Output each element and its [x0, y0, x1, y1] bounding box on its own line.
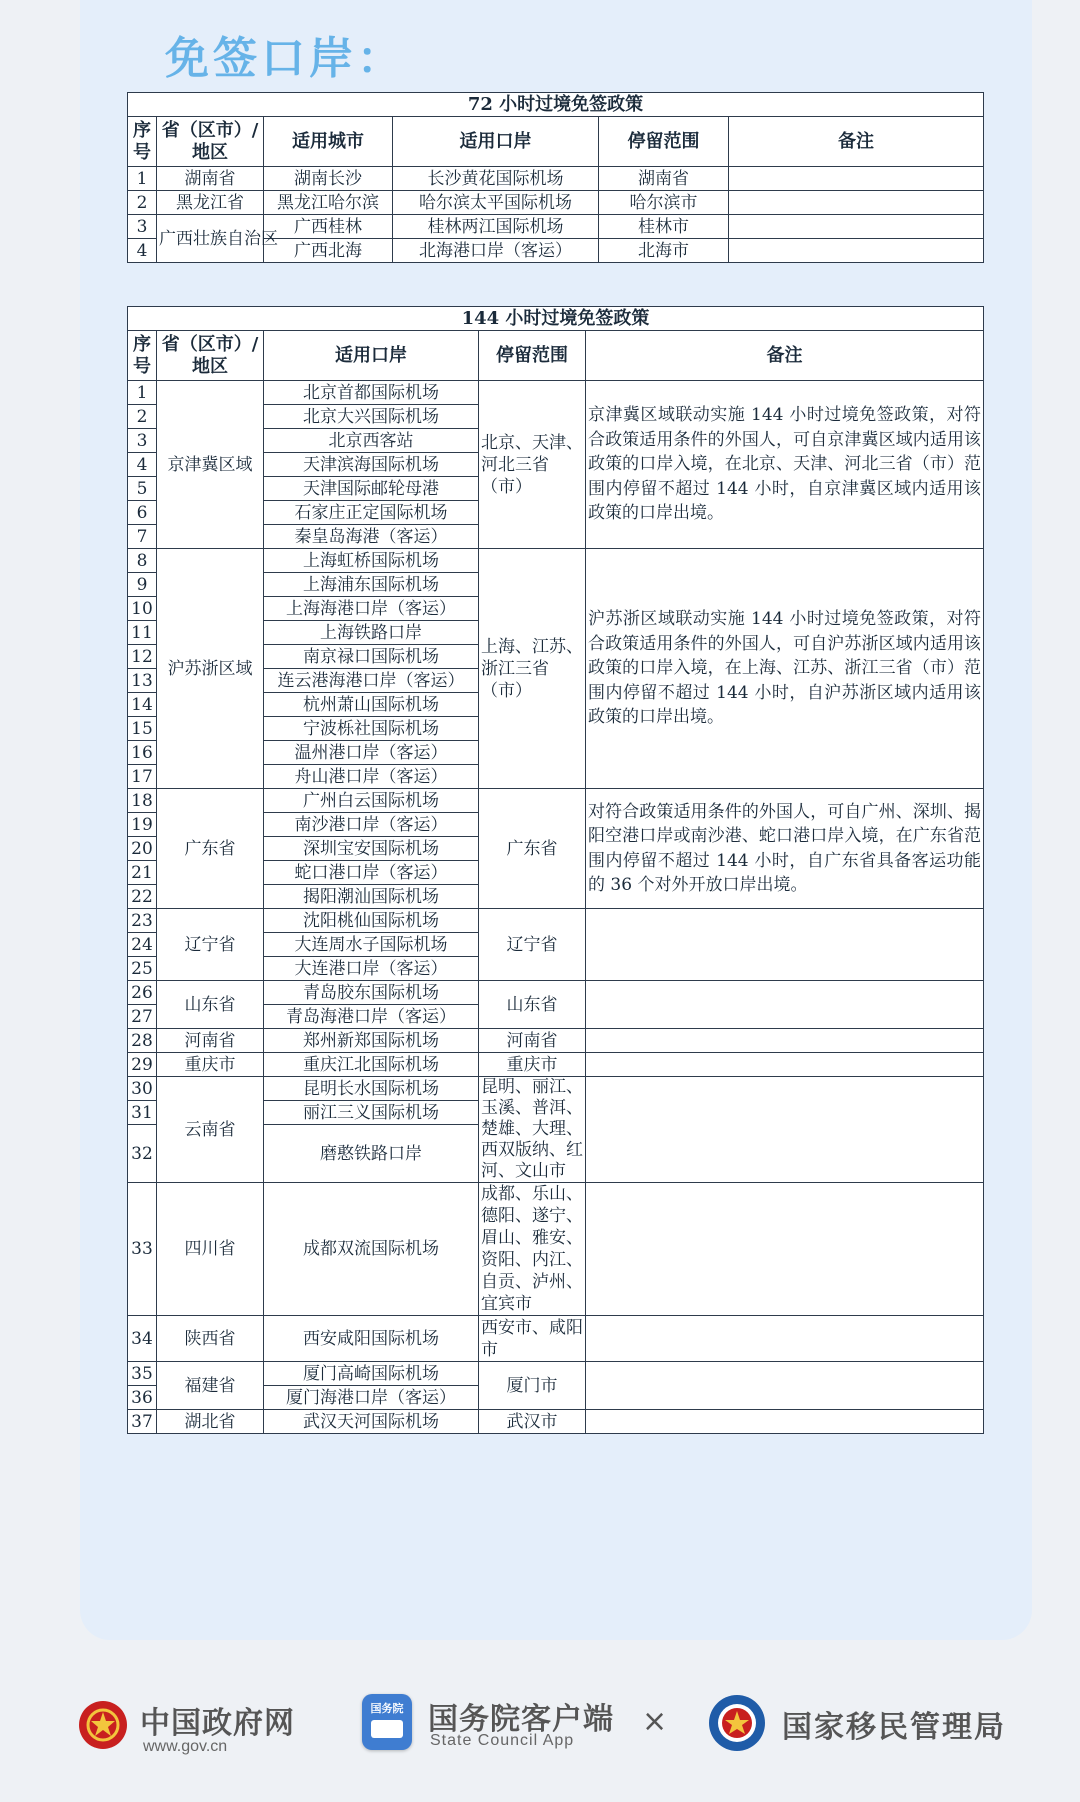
port-cell: 成都双流国际机场 [264, 1183, 479, 1316]
table-row [128, 381, 984, 405]
table-caption: 72 小时过境免签政策 [128, 93, 984, 117]
table-row [128, 789, 984, 813]
stay-range-cell: 厦门市 [479, 1362, 586, 1410]
column-header: 适用城市 [264, 117, 393, 167]
row-number: 13 [128, 669, 157, 693]
nia-emblem-icon [708, 1694, 766, 1752]
port-cell: 大连周水子国际机场 [264, 933, 479, 957]
port-cell: 上海虹桥国际机场 [264, 549, 479, 573]
national-emblem-icon [78, 1700, 128, 1750]
table-row [128, 1183, 984, 1316]
stay-range-cell: 成都、乐山、德阳、遂宁、眉山、雅安、资阳、内江、自贡、泸州、宜宾市 [479, 1183, 586, 1316]
row-number: 10 [128, 597, 157, 621]
port-cell: 上海浦东国际机场 [264, 573, 479, 597]
note-cell [729, 191, 984, 215]
column-header: 省（区市）/地区 [157, 331, 264, 381]
stay-range-cell: 昆明、丽江、玉溪、普洱、楚雄、大理、西双版纳、红河、文山市 [479, 1077, 586, 1183]
row-number: 25 [128, 957, 157, 981]
port-cell: 揭阳潮汕国际机场 [264, 885, 479, 909]
province-cell: 广西壮族自治区 [157, 215, 264, 263]
table-row [128, 1316, 984, 1362]
row-number: 22 [128, 885, 157, 909]
footer-logos [0, 1680, 1080, 1802]
note-cell [729, 239, 984, 263]
column-header: 适用口岸 [264, 331, 479, 381]
city-cell: 湖南长沙 [264, 167, 393, 191]
port-cell: 北京首都国际机场 [264, 381, 479, 405]
table-144h-transit [127, 306, 984, 1434]
note-cell [586, 1183, 984, 1316]
stay-range-cell: 武汉市 [479, 1410, 586, 1434]
stay-range-cell: 西安市、咸阳市 [479, 1316, 586, 1362]
note-cell [729, 215, 984, 239]
port-cell: 天津滨海国际机场 [264, 453, 479, 477]
note-cell [586, 1410, 984, 1434]
port-cell: 丽江三义国际机场 [264, 1101, 479, 1125]
table-row [128, 1077, 984, 1101]
row-number: 3 [128, 215, 157, 239]
port-cell: 青岛胶东国际机场 [264, 981, 479, 1005]
port-cell: 长沙黄花国际机场 [393, 167, 599, 191]
column-header: 备注 [586, 331, 984, 381]
port-cell: 石家庄正定国际机场 [264, 501, 479, 525]
note-cell: 京津冀区域联动实施 144 小时过境免签政策，对符合政策适用条件的外国人，可自京津冀区域内适用该政策的口岸入境，在北京、天津、河北三省（市）范围内停留不超过 144 小时，自京津冀区域内适用该政策的口岸出境。 [586, 381, 984, 549]
note-cell [586, 1362, 984, 1410]
note-cell [586, 1029, 984, 1053]
port-cell: 杭州萧山国际机场 [264, 693, 479, 717]
port-cell: 北海港口岸（客运） [393, 239, 599, 263]
port-cell: 蛇口港口岸（客运） [264, 861, 479, 885]
gov-site-url: www.gov.cn [143, 1738, 228, 1755]
stay-range-cell: 重庆市 [479, 1053, 586, 1077]
row-number: 30 [128, 1077, 157, 1101]
app-badge-text: 国务院 [370, 1702, 404, 1715]
row-number: 32 [128, 1125, 157, 1183]
port-cell: 昆明长水国际机场 [264, 1077, 479, 1101]
note-cell [586, 981, 984, 1029]
column-header: 适用口岸 [393, 117, 599, 167]
stay-range-cell: 北京、天津、河北三省（市） [479, 381, 586, 549]
port-cell: 厦门高崎国际机场 [264, 1362, 479, 1386]
state-council-app-icon [362, 1694, 412, 1750]
note-cell [586, 1053, 984, 1077]
gov-site-name: 中国政府网 [140, 1706, 295, 1741]
row-number: 35 [128, 1362, 157, 1386]
note-cell [586, 909, 984, 981]
table-row [128, 1053, 984, 1077]
port-cell: 天津国际邮轮母港 [264, 477, 479, 501]
stay-range-cell: 广东省 [479, 789, 586, 909]
row-number: 6 [128, 501, 157, 525]
row-number: 4 [128, 239, 157, 263]
city-cell: 黑龙江哈尔滨 [264, 191, 393, 215]
app-name-en: State Council App [430, 1732, 575, 1749]
note-cell: 对符合政策适用条件的外国人，可自广州、深圳、揭阳空港口岸或南沙港、蛇口港口岸入境，在广东省范围内停留不超过 144 小时，自广东省具备客运功能的 36 个对外开放口岸出境。 [586, 789, 984, 909]
row-number: 5 [128, 477, 157, 501]
port-cell: 武汉天河国际机场 [264, 1410, 479, 1434]
port-cell: 青岛海港口岸（客运） [264, 1005, 479, 1029]
province-cell: 京津冀区域 [157, 381, 264, 549]
row-number: 28 [128, 1029, 157, 1053]
row-number: 34 [128, 1316, 157, 1362]
province-cell: 重庆市 [157, 1053, 264, 1077]
column-header: 序号 [128, 117, 157, 167]
port-cell: 西安咸阳国际机场 [264, 1316, 479, 1362]
port-cell: 南京禄口国际机场 [264, 645, 479, 669]
table-caption: 144 小时过境免签政策 [128, 307, 984, 331]
port-cell: 南沙港口岸（客运） [264, 813, 479, 837]
province-cell: 山东省 [157, 981, 264, 1029]
stay-range-cell: 上海、江苏、浙江三省（市） [479, 549, 586, 789]
row-number: 9 [128, 573, 157, 597]
row-number: 24 [128, 933, 157, 957]
port-cell: 温州港口岸（客运） [264, 741, 479, 765]
port-cell: 郑州新郑国际机场 [264, 1029, 479, 1053]
province-cell: 辽宁省 [157, 909, 264, 981]
port-cell: 连云港海港口岸（客运） [264, 669, 479, 693]
province-cell: 福建省 [157, 1362, 264, 1410]
row-number: 37 [128, 1410, 157, 1434]
row-number: 31 [128, 1101, 157, 1125]
table-row [128, 1410, 984, 1434]
row-number: 1 [128, 381, 157, 405]
port-cell: 大连港口岸（客运） [264, 957, 479, 981]
row-number: 8 [128, 549, 157, 573]
stay-range-cell: 辽宁省 [479, 909, 586, 981]
table-row [128, 549, 984, 573]
table-row [128, 909, 984, 933]
row-number: 21 [128, 861, 157, 885]
stay-range-cell: 河南省 [479, 1029, 586, 1053]
row-number: 20 [128, 837, 157, 861]
table-row [128, 1029, 984, 1053]
row-number: 29 [128, 1053, 157, 1077]
port-cell: 磨憨铁路口岸 [264, 1125, 479, 1183]
page-title: 免签口岸： [165, 33, 405, 84]
row-number: 33 [128, 1183, 157, 1316]
table-row [128, 167, 984, 191]
row-number: 15 [128, 717, 157, 741]
stay-range-cell: 哈尔滨市 [599, 191, 729, 215]
port-cell: 宁波栎社国际机场 [264, 717, 479, 741]
row-number: 26 [128, 981, 157, 1005]
port-cell: 重庆江北国际机场 [264, 1053, 479, 1077]
province-cell: 黑龙江省 [157, 191, 264, 215]
province-cell: 沪苏浙区域 [157, 549, 264, 789]
column-header: 停留范围 [479, 331, 586, 381]
port-cell: 深圳宝安国际机场 [264, 837, 479, 861]
port-cell: 厦门海港口岸（客运） [264, 1386, 479, 1410]
row-number: 2 [128, 405, 157, 429]
row-number: 12 [128, 645, 157, 669]
column-header: 省（区市）/地区 [157, 117, 264, 167]
row-number: 23 [128, 909, 157, 933]
province-cell: 河南省 [157, 1029, 264, 1053]
note-cell [586, 1316, 984, 1362]
nia-name: 国家移民管理局 [782, 1710, 1006, 1745]
column-header: 备注 [729, 117, 984, 167]
table-row [128, 1362, 984, 1386]
port-cell: 上海铁路口岸 [264, 621, 479, 645]
table-row [128, 191, 984, 215]
row-number: 3 [128, 429, 157, 453]
row-number: 2 [128, 191, 157, 215]
row-number: 18 [128, 789, 157, 813]
row-number: 27 [128, 1005, 157, 1029]
table-row [128, 215, 984, 239]
table-row [128, 981, 984, 1005]
column-header: 序号 [128, 331, 157, 381]
row-number: 4 [128, 453, 157, 477]
row-number: 16 [128, 741, 157, 765]
province-cell: 云南省 [157, 1077, 264, 1183]
stay-range-cell: 湖南省 [599, 167, 729, 191]
province-cell: 湖北省 [157, 1410, 264, 1434]
column-header: 停留范围 [599, 117, 729, 167]
port-cell: 舟山港口岸（客运） [264, 765, 479, 789]
row-number: 14 [128, 693, 157, 717]
note-cell: 沪苏浙区域联动实施 144 小时过境免签政策，对符合政策适用条件的外国人，可自沪苏浙区域内适用该政策的口岸入境，在上海、江苏、浙江三省（市）范围内停留不超过 144 小时，自沪苏浙区域内适用该政策的口岸出境。 [586, 549, 984, 789]
port-cell: 上海海港口岸（客运） [264, 597, 479, 621]
note-cell [586, 1077, 984, 1183]
row-number: 11 [128, 621, 157, 645]
province-cell: 湖南省 [157, 167, 264, 191]
row-number: 36 [128, 1386, 157, 1410]
table-72h-transit [127, 92, 984, 263]
stay-range-cell: 北海市 [599, 239, 729, 263]
province-cell: 陕西省 [157, 1316, 264, 1362]
app-name: 国务院客户端 [428, 1702, 614, 1737]
stay-range-cell: 桂林市 [599, 215, 729, 239]
province-cell: 广东省 [157, 789, 264, 909]
port-cell: 北京西客站 [264, 429, 479, 453]
port-cell: 哈尔滨太平国际机场 [393, 191, 599, 215]
row-number: 1 [128, 167, 157, 191]
row-number: 7 [128, 525, 157, 549]
row-number: 19 [128, 813, 157, 837]
note-cell [729, 167, 984, 191]
port-cell: 沈阳桃仙国际机场 [264, 909, 479, 933]
row-number: 17 [128, 765, 157, 789]
city-cell: 广西北海 [264, 239, 393, 263]
city-cell: 广西桂林 [264, 215, 393, 239]
separator-x-icon: × [642, 1704, 668, 1739]
province-cell: 四川省 [157, 1183, 264, 1316]
port-cell: 桂林两江国际机场 [393, 215, 599, 239]
port-cell: 秦皇岛海港（客运） [264, 525, 479, 549]
port-cell: 北京大兴国际机场 [264, 405, 479, 429]
stay-range-cell: 山东省 [479, 981, 586, 1029]
port-cell: 广州白云国际机场 [264, 789, 479, 813]
